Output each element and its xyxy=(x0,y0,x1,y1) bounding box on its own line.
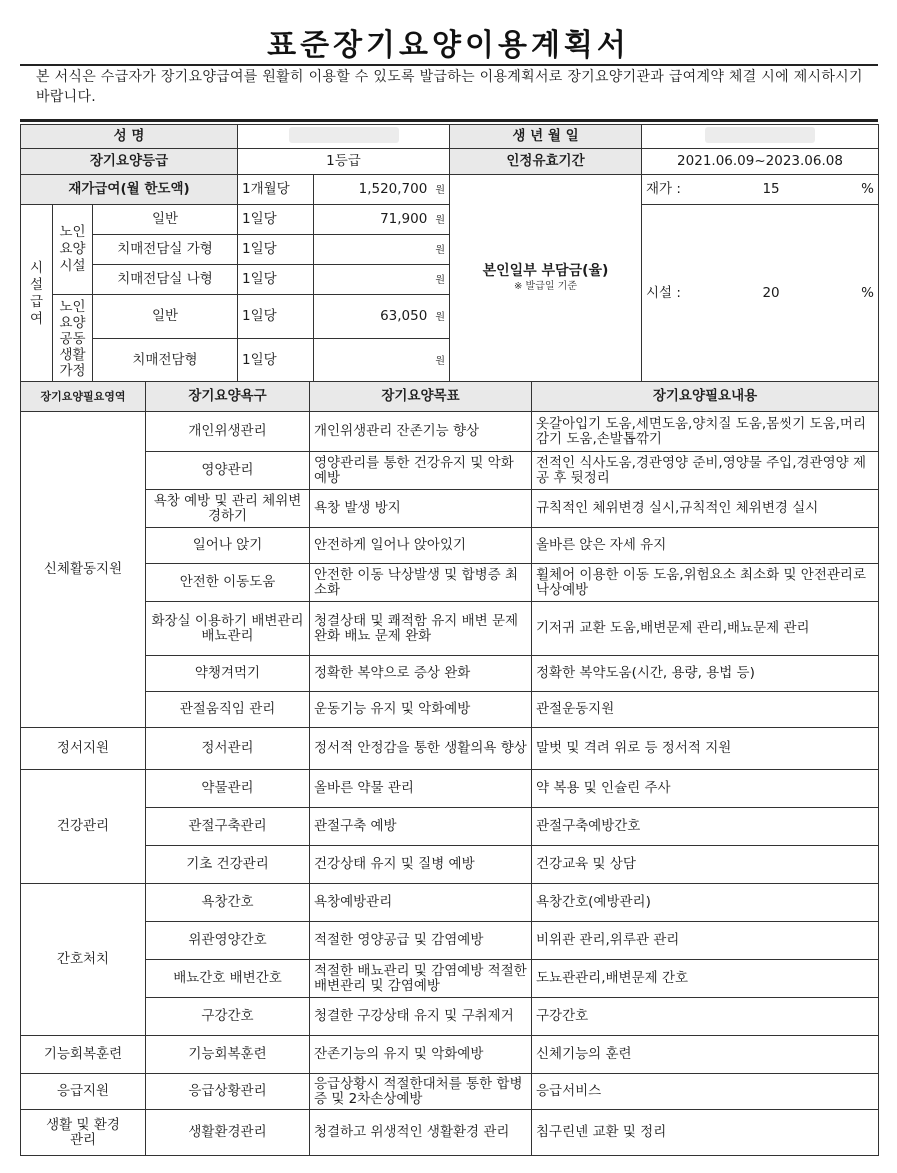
facility-rate-cell xyxy=(642,205,879,383)
care-content: 비위관 관리,위루관 관리 xyxy=(532,922,879,960)
care-need: 구강간호 xyxy=(146,998,310,1036)
document-title: 표준장기요양이용계획서 xyxy=(267,28,630,63)
care-area: 건강관리 xyxy=(21,770,146,884)
table-row xyxy=(21,490,879,528)
won-unit: 원 xyxy=(435,244,445,256)
facility-amount xyxy=(314,235,450,265)
care-content: 관절구축예방간호 xyxy=(532,808,879,846)
care-plan-body xyxy=(21,412,879,1156)
care-area: 생활 및 환경관리 xyxy=(21,1110,146,1156)
validity-value: 2021.06.09~2023.06.08 xyxy=(642,149,879,175)
facility-care-label xyxy=(21,205,53,383)
care-goal: 영양관리를 통한 건강유지 및 악화 예방 xyxy=(310,452,532,490)
care-area: 응급지원 xyxy=(21,1074,146,1110)
elder-group-home-label xyxy=(53,295,93,383)
home-rate-label: 재가 : xyxy=(646,181,681,197)
table-row xyxy=(21,728,879,770)
care-need: 욕창간호 xyxy=(146,884,310,922)
care-content: 구강간호 xyxy=(532,998,879,1036)
facility-amount xyxy=(314,205,450,235)
home-care-label: 재가급여(월 한도액) xyxy=(21,175,238,205)
care-goal: 안전하게 일어나 앉아있기 xyxy=(310,528,532,564)
care-content: 기저귀 교환 도움,배변문제 관리,배뇨문제 관리 xyxy=(532,602,879,656)
care-area: 신체활동지원 xyxy=(21,412,146,728)
care-need: 응급상황관리 xyxy=(146,1074,310,1110)
table-row xyxy=(21,692,879,728)
table-row xyxy=(21,564,879,602)
redacted-name xyxy=(289,127,399,143)
facility-unit: 1일당 xyxy=(238,295,314,339)
care-need: 개인위생관리 xyxy=(146,412,310,452)
home-rate-percent: % xyxy=(861,181,874,197)
care-content: 약 복용 및 인슐린 주사 xyxy=(532,770,879,808)
won-unit: 원 xyxy=(435,184,445,196)
care-content: 휠체어 이용한 이동 도움,위험요소 최소화 및 안전관리로 낙상예방 xyxy=(532,564,879,602)
care-content: 옷갈아입기 도움,세면도움,양치질 도움,몸씻기 도움,머리감기 도움,손발톱깎기 xyxy=(532,412,879,452)
care-content: 관절운동지원 xyxy=(532,692,879,728)
care-content: 신체기능의 훈련 xyxy=(532,1036,879,1074)
header-goal: 장기요양목표 xyxy=(310,382,532,412)
facility-unit: 1일당 xyxy=(238,235,314,265)
care-goal: 정서적 안정감을 통한 생활의욕 향상 xyxy=(310,728,532,770)
elder-facility-label-text: 노인요양시설 xyxy=(59,224,86,274)
care-need: 정서관리 xyxy=(146,728,310,770)
facility-type: 치매전담실 나형 xyxy=(93,265,238,295)
care-goal: 적절한 영양공급 및 감염예방 xyxy=(310,922,532,960)
care-need: 일어나 앉기 xyxy=(146,528,310,564)
care-content: 응급서비스 xyxy=(532,1074,879,1110)
facility-type: 치매전담형 xyxy=(93,339,238,383)
won-unit: 원 xyxy=(435,355,445,367)
table-row xyxy=(21,452,879,490)
facility-unit: 1일당 xyxy=(238,205,314,235)
care-content: 침구린넨 교환 및 정리 xyxy=(532,1110,879,1156)
facility-amount xyxy=(314,295,450,339)
home-care-amount xyxy=(314,175,450,205)
care-need: 기초 건강관리 xyxy=(146,846,310,884)
care-need: 영양관리 xyxy=(146,452,310,490)
table-row xyxy=(21,884,879,922)
care-need: 안전한 이동도움 xyxy=(146,564,310,602)
care-goal: 욕창 발생 방지 xyxy=(310,490,532,528)
copay-label: 본인일부 부담금(율) xyxy=(482,262,609,279)
facility-care-label-text: 시설급여 xyxy=(29,259,44,327)
header-need: 장기요양욕구 xyxy=(146,382,310,412)
facility-type: 일반 xyxy=(93,295,238,339)
care-goal: 청결하고 위생적인 생활환경 관리 xyxy=(310,1110,532,1156)
facility-unit: 1일당 xyxy=(238,265,314,295)
care-need: 관절움직임 관리 xyxy=(146,692,310,728)
facility-rate-label: 시설 : xyxy=(646,285,681,301)
care-content: 욕창간호(예방관리) xyxy=(532,884,879,922)
table-row xyxy=(21,656,879,692)
name-value xyxy=(238,125,450,149)
table-row xyxy=(21,602,879,656)
care-content: 전적인 식사도움,경관영양 준비,영양물 주입,경관영양 제공 후 뒷정리 xyxy=(532,452,879,490)
table-row xyxy=(21,960,879,998)
birth-label: 생 년 월 일 xyxy=(450,125,642,149)
facility-type: 치매전담실 가형 xyxy=(93,235,238,265)
title-divider xyxy=(20,64,878,66)
care-plan-table xyxy=(20,381,879,1156)
home-care-unit: 1개월당 xyxy=(238,175,314,205)
intro-divider xyxy=(20,119,878,122)
care-goal: 적절한 배뇨관리 및 감염예방 적절한 배변관리 및 감염예방 xyxy=(310,960,532,998)
table-row xyxy=(21,1036,879,1074)
care-goal: 개인위생관리 잔존기능 향상 xyxy=(310,412,532,452)
facility-amount xyxy=(314,339,450,383)
care-area: 정서지원 xyxy=(21,728,146,770)
facility-amount-value: 71,900 xyxy=(380,210,428,227)
care-need: 배뇨간호 배변간호 xyxy=(146,960,310,998)
table-row xyxy=(21,770,879,808)
care-goal: 청결상태 및 쾌적함 유지 배변 문제 완화 배뇨 문제 완화 xyxy=(310,602,532,656)
table-row xyxy=(21,998,879,1036)
care-content: 규칙적인 체위변경 실시,규칙적인 체위변경 실시 xyxy=(532,490,879,528)
care-need: 약챙겨먹기 xyxy=(146,656,310,692)
home-rate-value: 15 xyxy=(762,181,780,197)
care-area: 간호처치 xyxy=(21,884,146,1036)
care-area: 기능회복훈련 xyxy=(21,1036,146,1074)
care-need: 약물관리 xyxy=(146,770,310,808)
care-goal: 청결한 구강상태 유지 및 구취제거 xyxy=(310,998,532,1036)
intro-text: 본 서식은 수급자가 장기요양급여를 원활히 이용할 수 있도록 발급하는 이용계획서로 장기요양기관과 급여계약 체결 시에 제시하시기 바랍니다. xyxy=(36,69,863,105)
care-goal: 안전한 이동 낙상발생 및 합병증 최소화 xyxy=(310,564,532,602)
facility-rate-percent: % xyxy=(861,285,874,301)
care-content: 말벗 및 격려 위로 등 정서적 지원 xyxy=(532,728,879,770)
care-need: 위관영양간호 xyxy=(146,922,310,960)
care-goal: 잔존기능의 유지 및 악화예방 xyxy=(310,1036,532,1074)
redacted-birth xyxy=(705,127,815,143)
table-row xyxy=(21,1110,879,1156)
facility-type: 일반 xyxy=(93,205,238,235)
home-rate-cell xyxy=(642,175,879,205)
facility-amount-value: 63,050 xyxy=(380,307,428,324)
grade-label: 장기요양등급 xyxy=(21,149,238,175)
care-content: 정확한 복약도움(시간, 용량, 용법 등) xyxy=(532,656,879,692)
care-need: 관절구축관리 xyxy=(146,808,310,846)
validity-label: 인정유효기간 xyxy=(450,149,642,175)
recipient-info-table xyxy=(20,124,879,383)
elder-group-home-label-text: 노인요양공동생활가정 xyxy=(59,298,86,379)
header-content: 장기요양필요내용 xyxy=(532,382,879,412)
table-row xyxy=(21,808,879,846)
table-row xyxy=(21,412,879,452)
header-area: 장기요양필요영역 xyxy=(21,382,146,412)
table-row xyxy=(21,528,879,564)
copay-label-cell xyxy=(450,175,642,383)
birth-value xyxy=(642,125,879,149)
name-label: 성 명 xyxy=(21,125,238,149)
facility-rate-value: 20 xyxy=(762,285,780,301)
care-need: 욕창 예방 및 관리 체위변경하기 xyxy=(146,490,310,528)
facility-unit: 1일당 xyxy=(238,339,314,383)
care-goal: 건강상태 유지 및 질병 예방 xyxy=(310,846,532,884)
care-content: 건강교육 및 상담 xyxy=(532,846,879,884)
care-goal: 욕창예방관리 xyxy=(310,884,532,922)
care-goal: 관절구축 예방 xyxy=(310,808,532,846)
care-goal: 운동기능 유지 및 악화예방 xyxy=(310,692,532,728)
care-need: 화장실 이용하기 배변관리 배뇨관리 xyxy=(146,602,310,656)
won-unit: 원 xyxy=(435,214,445,226)
facility-amount xyxy=(314,265,450,295)
won-unit: 원 xyxy=(435,274,445,286)
table-row xyxy=(21,922,879,960)
copay-note: ※ 발급일 기준 xyxy=(513,280,578,292)
elder-facility-label xyxy=(53,205,93,295)
care-goal: 올바른 약물 관리 xyxy=(310,770,532,808)
table-row xyxy=(21,846,879,884)
home-care-amount-value: 1,520,700 xyxy=(358,180,428,197)
won-unit: 원 xyxy=(435,311,445,323)
care-goal: 정확한 복약으로 증상 완화 xyxy=(310,656,532,692)
care-need: 생활환경관리 xyxy=(146,1110,310,1156)
table-row xyxy=(21,1074,879,1110)
grade-value: 1등급 xyxy=(238,149,450,175)
care-content: 올바른 앉은 자세 유지 xyxy=(532,528,879,564)
care-goal: 응급상황시 적절한대처를 통한 합병증 및 2차손상예방 xyxy=(310,1074,532,1110)
care-content: 도뇨관관리,배변문제 간호 xyxy=(532,960,879,998)
care-need: 기능회복훈련 xyxy=(146,1036,310,1074)
